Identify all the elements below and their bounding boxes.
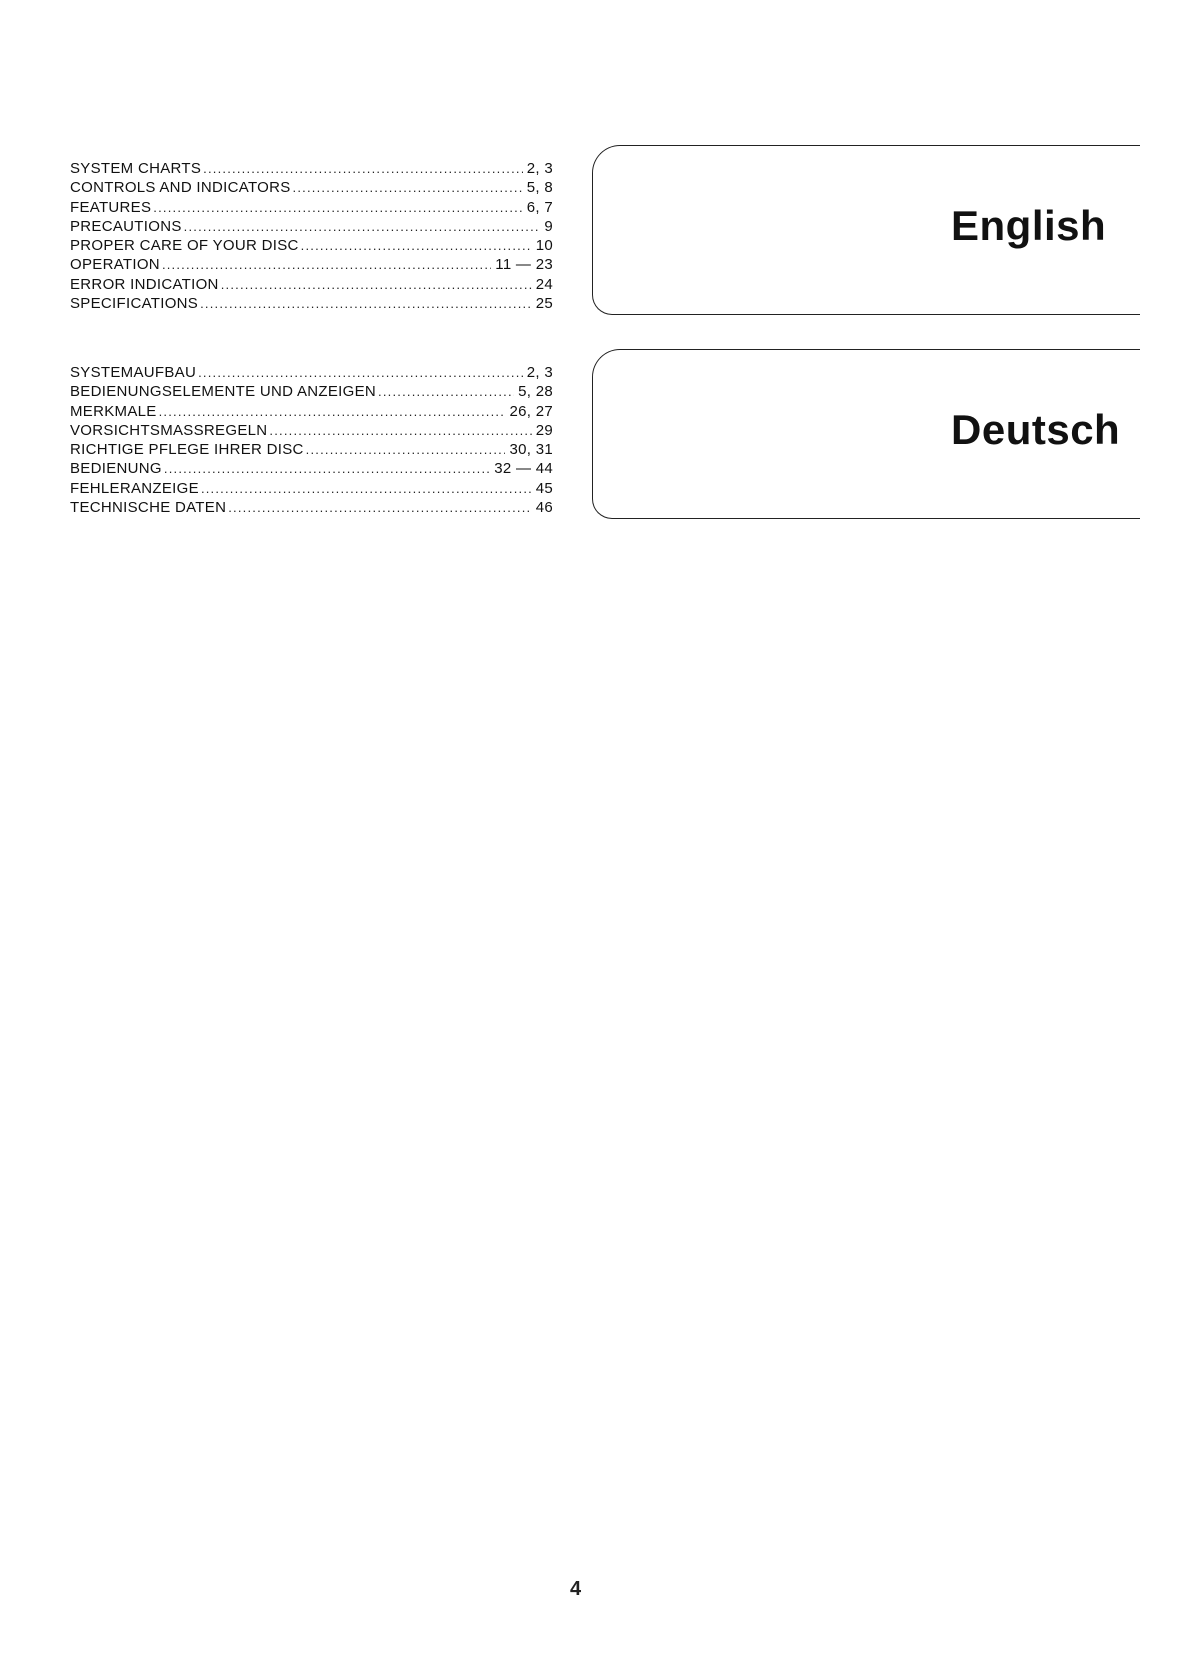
- toc-entry-title: PROPER CARE OF YOUR DISC: [70, 237, 299, 255]
- toc-leader: [221, 277, 532, 292]
- toc-leader: [201, 481, 532, 496]
- toc-leader: [198, 365, 523, 380]
- toc-entry-pages: 25: [535, 295, 553, 313]
- toc-entry: [70, 383, 553, 402]
- toc-leader: [200, 296, 532, 311]
- toc-entry: [70, 480, 553, 499]
- toc-leader: [162, 257, 491, 272]
- toc-entry: [70, 441, 553, 460]
- toc-entry-title: VORSICHTSMASSREGELN: [70, 421, 268, 439]
- toc-entry-title: SPECIFICATIONS: [70, 295, 199, 313]
- toc-entry-title: CONTROLS AND INDICATORS: [70, 179, 291, 197]
- toc-entry: [70, 499, 553, 518]
- toc-entry-title: SYSTEM CHARTS: [70, 160, 202, 177]
- toc-entry: [70, 199, 553, 218]
- toc-entry-pages: 6, 7: [526, 198, 553, 216]
- toc-entry-pages: 46: [535, 499, 553, 517]
- toc-leader: [164, 461, 490, 476]
- toc-entry-title: FEHLERANZEIGE: [70, 479, 199, 497]
- toc-entry: [70, 276, 553, 295]
- toc-entry-title: RICHTIGE PFLEGE IHRER DISC: [70, 441, 304, 459]
- toc-leader: [153, 200, 522, 215]
- toc-entry: [70, 295, 553, 314]
- toc-leader: [269, 423, 531, 438]
- toc-entry: [70, 422, 553, 441]
- page-number: 4: [570, 1578, 582, 1600]
- toc-entry: [70, 179, 553, 198]
- toc-leader: [378, 384, 514, 399]
- toc-entry-title: BEDIENUNG: [70, 460, 162, 478]
- toc-entry: [70, 256, 553, 275]
- toc-entry-pages: 32 — 44: [494, 460, 553, 478]
- toc-entry-pages: 45: [535, 479, 553, 497]
- toc-leader: [301, 238, 532, 253]
- language-tab-english: [592, 145, 1140, 315]
- toc-entry-title: BEDIENUNGSELEMENTE UND ANZEIGEN: [70, 383, 377, 401]
- toc-entry-pages: 9: [544, 217, 553, 235]
- toc-entry: [70, 160, 553, 179]
- toc-english: [70, 160, 553, 314]
- toc-entry-title: PRECAUTIONS: [70, 217, 182, 235]
- toc-entry-pages: 29: [535, 421, 553, 439]
- toc-leader: [184, 219, 541, 234]
- toc-entry-pages: 5, 8: [526, 179, 553, 197]
- toc-entry-pages: 26, 27: [509, 402, 553, 420]
- toc-entry-title: TECHNISCHE DATEN: [70, 499, 227, 517]
- language-tab-deutsch: [592, 349, 1140, 519]
- toc-entry-pages: 2, 3: [526, 160, 553, 177]
- toc-entry-title: SYSTEMAUFBAU: [70, 364, 197, 381]
- toc-entry-pages: 10: [535, 237, 553, 255]
- toc-leader: [228, 500, 532, 515]
- toc-entry: [70, 403, 553, 422]
- toc-leader: [203, 161, 523, 176]
- toc-entry-title: ERROR INDICATION: [70, 275, 219, 293]
- toc-entry-pages: 30, 31: [509, 441, 553, 459]
- toc-leader: [159, 404, 506, 419]
- toc-entry: [70, 237, 553, 256]
- toc-entry: [70, 364, 553, 383]
- language-title: Deutsch: [951, 406, 1121, 453]
- toc-entry-pages: 2, 3: [526, 364, 553, 381]
- toc-entry-title: MERKMALE: [70, 402, 157, 420]
- toc-entry-pages: 24: [535, 275, 553, 293]
- toc-entry-title: FEATURES: [70, 198, 152, 216]
- toc-leader: [306, 442, 506, 457]
- toc-entry-pages: 5, 28: [518, 383, 553, 401]
- toc-entry-pages: 11 — 23: [495, 256, 553, 274]
- toc-deutsch: [70, 364, 553, 518]
- toc-entry-title: OPERATION: [70, 256, 160, 274]
- language-title: English: [951, 202, 1107, 249]
- toc-entry: [70, 218, 553, 237]
- toc-leader: [293, 180, 523, 195]
- toc-entry: [70, 460, 553, 479]
